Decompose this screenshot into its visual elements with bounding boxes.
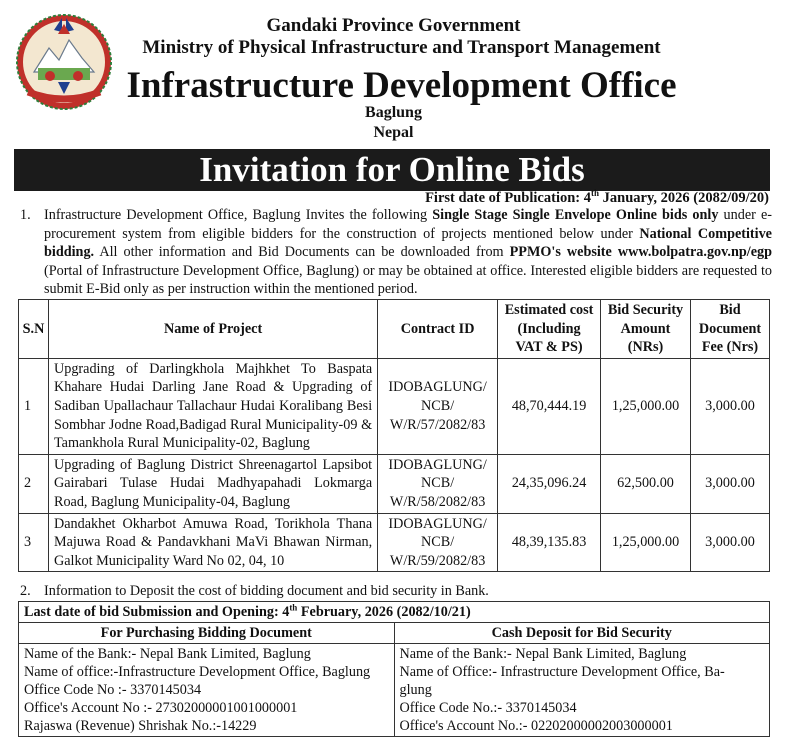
header-estimated-cost: Estimated cost (Including VAT & PS) [498,300,601,359]
row-contract-id: IDOBAGLUNG/ NCB/ W/R/57/2082/83 [378,358,498,454]
row-sn: 3 [19,513,49,572]
header-document-fee: Bid Document Fee (Nrs) [690,300,769,359]
ministry-name: Ministry of Physical Infrastructure and Transport Management [142,37,661,58]
submission-deadline: Last date of bid Submission and Opening: 4th February, 2026 (2082/10/21) [19,602,770,623]
right-office-name-cont: glung [399,682,432,698]
intro-number: 1. [20,207,31,223]
publication-date: First date of Publication: 4th January, 2026 (2082/09/20) [425,188,769,206]
table-row [19,513,770,572]
table-header-row [19,300,770,359]
row-project-name: Dandakhet Okharbot Amuwa Road, Torikhola Thana Majuwa Road & Pandavkhani MaVi Bhawan Nirman, Galkot Municipality Ward No 02, 04, 10 [48,513,377,572]
row-project-name: Upgrading of Darlingkhola Majhkhet To Baspata Khahare Hudai Darling Jane Road & Upgrading of Sadiban Upallachaur Tallachaur Hudai Koralibang Besi Sombhar Jodne Road,Badigad Rural Municipality-09 & Tamankhola Rural Municipality-02, Baglung [48,358,377,454]
bidding-document-bank-info [19,644,395,737]
header-sn: S.N [19,300,49,359]
left-revenue-head: Rajaswa (Revenue) Shrishak No.:-14229 [24,718,257,734]
table-row [19,358,770,454]
notice-title-banner: Invitation for Online Bids [14,149,770,191]
province-name: Gandaki Province Government [266,15,521,36]
bank-details-table [18,601,770,737]
row-document-fee: 3,000.00 [690,454,769,513]
projects-table [18,299,770,572]
row-sn: 1 [19,358,49,454]
intro-paragraph: 1. Infrastructure Development Office, Baglung Invites the following Single Stage Single Envelope Online bids only under e-procurement system from eligible bidders for the construction of projects mentioned below under National Competitive bidding. All other information and Bid Documents can be downloaded from PPMO's website www.bolpatra.gov.np/egp (Portal of Infrastructure Development Office, Baglung) or may be obtained at office. Interested eligible bidders are requested to submit E-Bid only as per instruction within the mentioned period. [20,207,772,298]
bank-info-heading: 2. Information to Deposit the cost of bidding document and bid security in Bank. [20,583,489,599]
right-account-no: Office's Account No.:- 02202000002003000001 [399,718,673,734]
row-contract-id: IDOBAGLUNG/ NCB/ W/R/58/2082/83 [378,454,498,513]
row-estimated-cost: 24,35,096.24 [498,454,601,513]
header-project-name: Name of Project [48,300,377,359]
right-office-code: Office Code No.:- 3370145034 [399,700,577,716]
row-sn: 2 [19,454,49,513]
left-account-no: Office's Account No :- 27302000001001000001 [24,700,298,716]
bank-right-title: Cash Deposit for Bid Security [394,623,770,644]
bank-left-title: For Purchasing Bidding Document [19,623,395,644]
left-bank-name: Name of the Bank:- Nepal Bank Limited, Baglung [24,646,311,662]
right-bank-name: Name of the Bank:- Nepal Bank Limited, Baglung [399,646,687,662]
row-contract-id: IDOBAGLUNG/ NCB/ W/R/59/2082/83 [378,513,498,572]
header-contract-id: Contract ID [378,300,498,359]
office-name: Infrastructure Development Office [126,65,677,106]
left-office-code: Office Code No :- 3370145034 [24,682,202,698]
bid-security-bank-info [394,644,770,737]
district-name: Baglung [365,104,422,121]
row-bid-security: 62,500.00 [601,454,691,513]
row-estimated-cost: 48,39,135.83 [498,513,601,572]
row-project-name: Upgrading of Baglung District Shreenagartol Lapsibot Gairabari Tulase Hudai Madhyapahadi Lokmarga Road, Baglung Municipality-04, Baglung [48,454,377,513]
table-row [19,454,770,513]
row-document-fee: 3,000.00 [690,358,769,454]
row-estimated-cost: 48,70,444.19 [498,358,601,454]
row-bid-security: 1,25,000.00 [601,513,691,572]
left-office-name: Name of office:-Infrastructure Development Office, Baglung [24,664,371,680]
country-name: Nepal [373,124,414,141]
row-document-fee: 3,000.00 [690,513,769,572]
header-bid-security: Bid Security Amount (NRs) [601,300,691,359]
row-bid-security: 1,25,000.00 [601,358,691,454]
right-office-name: Name of Office:- Infrastructure Development Office, Ba- [399,664,725,680]
